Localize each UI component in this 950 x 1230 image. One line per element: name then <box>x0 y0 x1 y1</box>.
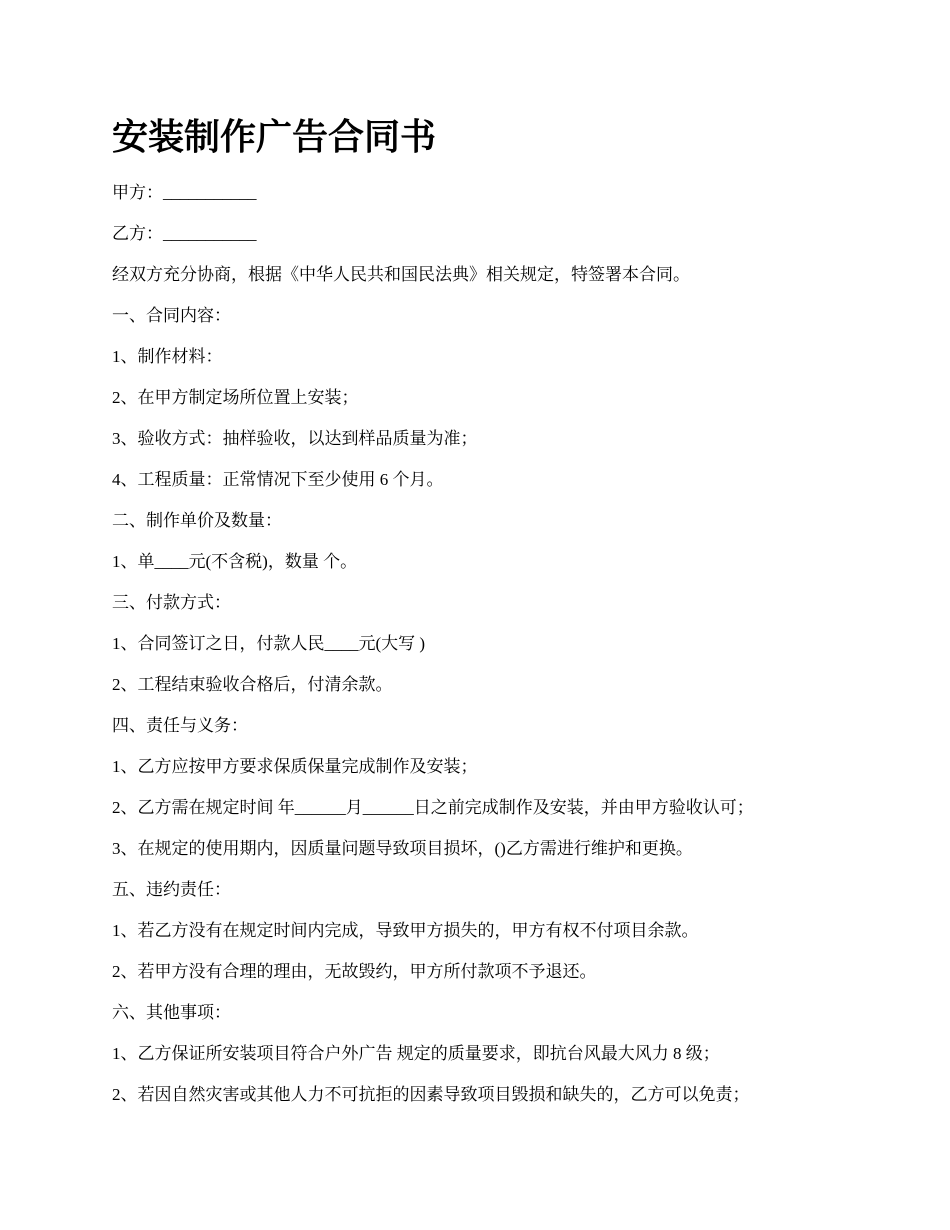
clause-line: 2、工程结束验收合格后，付清余款。 <box>112 675 393 694</box>
clause-line: 1、若乙方没有在规定时间内完成，导致甲方损失的，甲方有权不付项目余款。 <box>112 921 699 940</box>
clause-line: 2、若因自然灾害或其他人力不可抗拒的因素导致项目毁损和缺失的，乙方可以免责； <box>112 1085 750 1104</box>
section-heading-responsibilities: 四、责任与义务： <box>112 716 248 735</box>
clause-line: 4、工程质量：正常情况下至少使用 6 个月。 <box>112 470 444 489</box>
clause-line: 1、制作材料： <box>112 347 223 366</box>
clause-line: 1、乙方应按甲方要求保质保量完成制作及安装； <box>112 757 478 776</box>
clause-line: 3、在规定的使用期内，因质量问题导致项目损坏，()乙方需进行维护和更换。 <box>112 839 693 858</box>
clause-line: 2、在甲方制定场所位置上安装； <box>112 388 359 407</box>
section-heading-breach: 五、违约责任： <box>112 880 231 899</box>
clause-line: 1、乙方保证所安装项目符合户外广告 规定的质量要求，即抗台风最大风力 8 级； <box>112 1044 720 1063</box>
section-heading-price-quantity: 二、制作单价及数量： <box>112 511 282 530</box>
clause-line: 2、乙方需在规定时间 年______月______日之前完成制作及安装，并由甲方验收认可； <box>112 798 754 817</box>
party-a-line: 甲方：___________ <box>112 183 257 202</box>
clause-line: 3、验收方式：抽样验收，以达到样品质量为准； <box>112 429 478 448</box>
section-heading-contract-content: 一、合同内容： <box>112 306 231 325</box>
clause-line: 1、单____元(不含税)，数量 个。 <box>112 552 358 571</box>
section-heading-payment: 三、付款方式： <box>112 593 231 612</box>
contract-body <box>112 175 912 1118</box>
clause-line: 1、合同签订之日，付款人民____元(大写 ) <box>112 634 426 653</box>
party-b-line: 乙方：___________ <box>112 224 257 243</box>
section-heading-other-matters: 六、其他事项： <box>112 1003 231 1022</box>
clause-line: 2、若甲方没有合理的理由，无故毁约，甲方所付款项不予退还。 <box>112 962 597 981</box>
preamble-paragraph: 经双方充分协商，根据《中华人民共和国民法典》相关规定，特签署本合同。 <box>112 265 690 284</box>
document-title: 安装制作广告合同书 <box>112 116 437 158</box>
